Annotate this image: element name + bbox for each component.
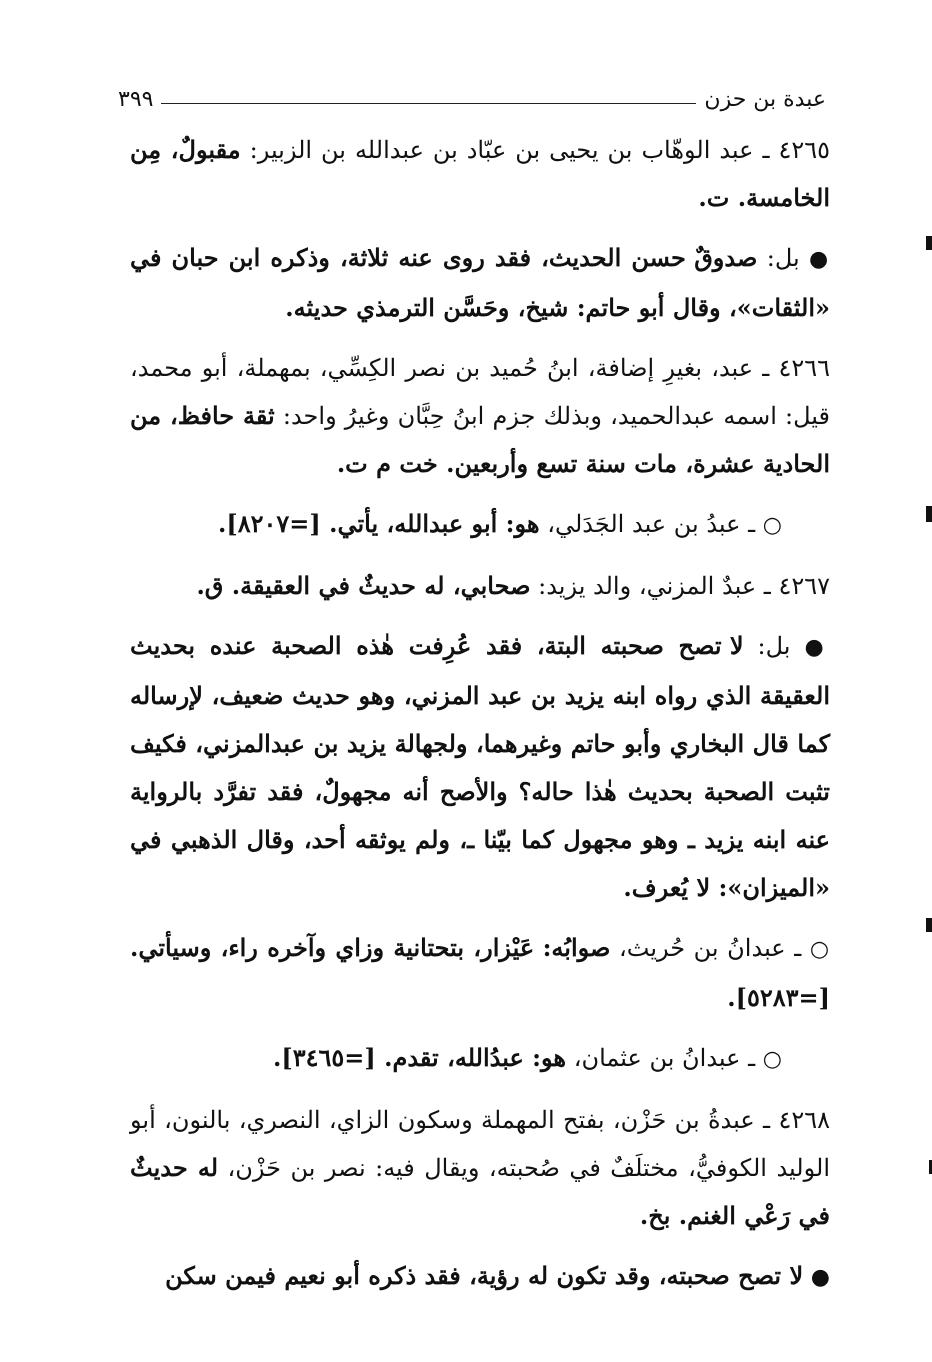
comment-lead: بل: — [757, 632, 791, 660]
entry-lead: ـ عبدانُ بن حُريث، — [619, 934, 802, 962]
comment-text: لا تصح صحبته البتة، فقد عُرِفت هٰذه الصحبة عنده بحديث العقيقة الذي رواه ابنه يزيد بن عبد المزني، وهو حديث ضعيف، لإرساله كما قال البخاري وأبو حاتم وغيرهما، ولجهالة يزيد بن عبدالمزني، فكيف تثبت الصحبة بحديث هٰذا حاله؟ والأصح أنه مجهولٌ، فقد تفرَّد بالرواية عنه ابنه يزيد ـ وهو مجهول كما بيّنا ـ، ولم يوثقه أحد، وقال الذهبي في «الميزان»: لا يُعرف. — [130, 631, 830, 902]
entry-verdict: صحابي، له حديثٌ في العقيقة. ق. — [196, 571, 531, 600]
bullet-icon: ● — [810, 1265, 830, 1290]
entry-lead: ـ عبدانُ بن عثمان، — [573, 1044, 756, 1072]
entry-lead: ٤٢٦٥ ـ عبد الوهّاب بن يحيى بن عبّاد بن عبدالله بن الزبير: — [249, 136, 830, 164]
cross-reference-text: هو: عبدُالله، تقدم. [=٣٤٦٥]. — [273, 1043, 567, 1072]
entry-4268 — [130, 1096, 830, 1240]
circle-icon: ○ — [762, 1047, 782, 1072]
cross-reference-entry — [130, 1034, 830, 1084]
entry-4267 — [130, 562, 830, 610]
entry-verdict: له حديثٌ في رَعْي الغنم. بخ. — [130, 1153, 830, 1230]
page-body — [130, 126, 830, 1302]
bullet-icon: ● — [809, 247, 830, 272]
bullet-icon: ● — [804, 635, 830, 660]
comment-4268 — [130, 1252, 830, 1302]
entry-lead: ٤٢٦٧ ـ عبدٌ المزني، والد يزيد: — [538, 572, 830, 600]
cross-reference-text: هو: أبو عبدالله، يأتي. [=٨٢٠٧]. — [218, 509, 540, 538]
entry-lead: ٤٢٦٨ ـ عبدةُ بن حَزْن، بفتح المهملة وسكون الزاي، النصري، بالنون، أبو الوليد الكوفيُّ، مختلَفٌ في صُحبته، ويقال فيه: نصر بن حَزْن، — [130, 1106, 830, 1182]
running-title: عبدة بن حزن — [704, 87, 826, 112]
scan-edge-mark — [926, 918, 932, 932]
circle-icon: ○ — [809, 937, 830, 962]
page-number: ٣٩٩ — [118, 87, 154, 112]
entry-4266 — [130, 344, 830, 488]
cross-reference-entry — [130, 500, 830, 550]
page-header — [118, 82, 826, 116]
circle-icon: ○ — [762, 513, 782, 538]
comment-text: لا تصح صحبته، وقد تكون له رؤية، فقد ذكره أبو نعيم فيمن سكن — [165, 1261, 804, 1290]
entry-lead: ٤٢٦٦ ـ عبد، بغيرِ إضافة، ابنُ حُميد بن نصر الكِسِّي، بمهملة، أبو محمد، قيل: اسمه عبدالحميد، وبذلك جزم ابنُ حِبَّان وغيرُ واحد: — [130, 354, 831, 430]
scan-edge-mark — [926, 506, 932, 522]
entry-verdict: مقبولٌ، مِن الخامسة. ت. — [130, 135, 830, 212]
comment-4265 — [130, 234, 830, 332]
cross-reference-text: صوابُه: عَيْزار، بتحتانية وزاي وآخره راء، وسيأتي. [=٥٢٨٣]. — [130, 933, 830, 1012]
entry-lead: ـ عبدُ بن عبد الجَدَلي، — [547, 510, 756, 538]
comment-lead: بل: — [766, 244, 800, 272]
header-rule — [161, 103, 696, 104]
entry-verdict: ثقة حافظ، من الحادية عشرة، مات سنة تسع وأربعين. خت م ت. — [130, 401, 830, 478]
cross-reference-entry — [130, 924, 830, 1022]
scan-edge-mark — [926, 236, 932, 250]
comment-text: صدوقٌ حسن الحديث، فقد روى عنه ثلاثة، وذكره ابن حبان في «الثقات»، وقال أبو حاتم: شيخ، وحَسَّن الترمذي حديثه. — [130, 243, 830, 322]
comment-4267 — [130, 622, 830, 912]
entry-4265 — [130, 126, 830, 222]
